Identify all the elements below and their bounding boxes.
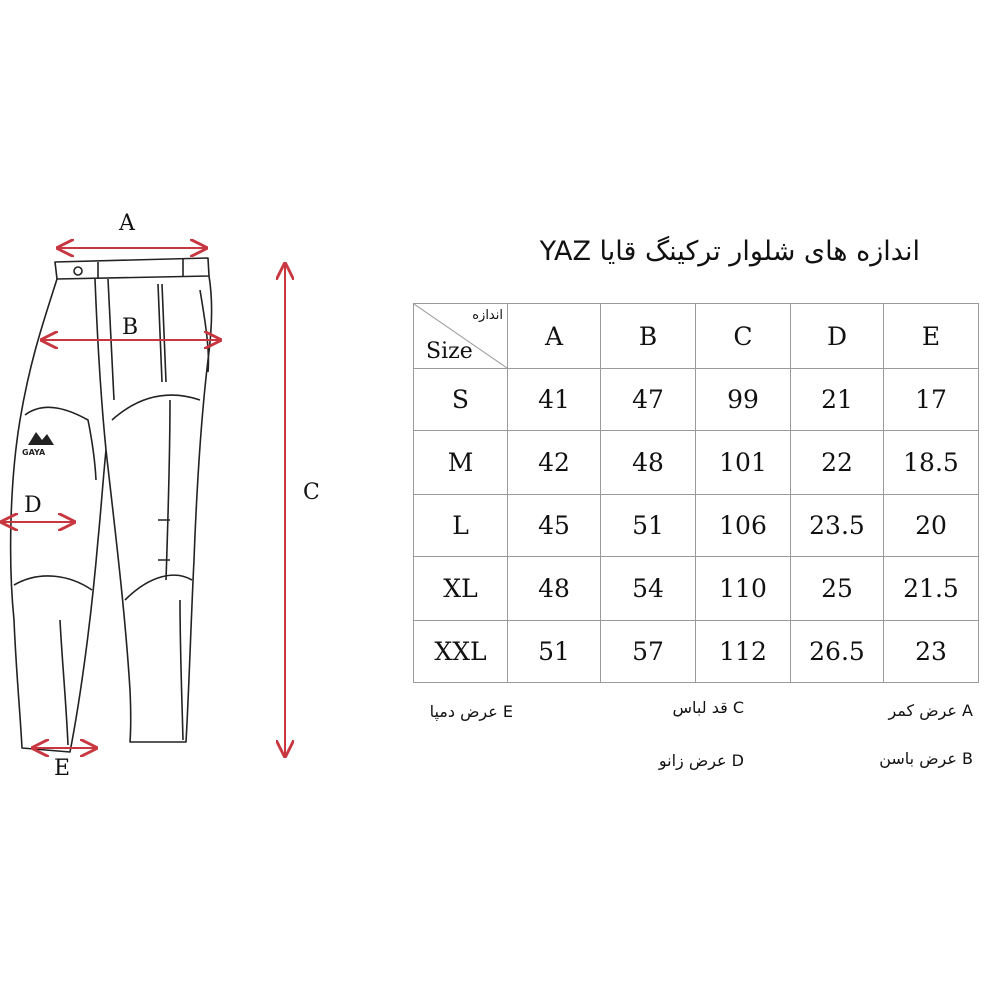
value-cell: 54 <box>601 557 696 621</box>
corner-label-fa: اندازه <box>472 308 503 323</box>
table-row <box>414 369 979 431</box>
dim-a-label: A <box>119 211 135 236</box>
table-corner-cell <box>414 304 508 369</box>
value-cell: 21.5 <box>884 557 979 621</box>
value-cell: 112 <box>696 621 791 683</box>
size-cell: M <box>414 431 508 495</box>
value-cell: 101 <box>696 431 791 495</box>
value-cell: 42 <box>508 431 601 495</box>
legend-b: B عرض باسن <box>879 749 973 768</box>
value-cell: 41 <box>508 369 601 431</box>
dim-c-label: C <box>303 480 320 505</box>
column-header-c: C <box>696 304 791 369</box>
legend-a: A عرض کمر <box>888 701 973 720</box>
value-cell: 23 <box>884 621 979 683</box>
value-cell: 23.5 <box>791 495 884 557</box>
value-cell: 57 <box>601 621 696 683</box>
dim-b-label: B <box>122 315 139 340</box>
legend-e: E عرض دمپا <box>429 702 513 721</box>
dim-d-label: D <box>24 493 42 518</box>
column-header-d: D <box>791 304 884 369</box>
value-cell: 48 <box>601 431 696 495</box>
dim-e-label: E <box>54 756 71 781</box>
value-cell: 48 <box>508 557 601 621</box>
value-cell: 51 <box>601 495 696 557</box>
value-cell: 25 <box>791 557 884 621</box>
column-header-b: B <box>601 304 696 369</box>
size-table <box>413 303 979 683</box>
legend-c: C قد لباس <box>672 698 744 717</box>
size-cell: L <box>414 495 508 557</box>
value-cell: 26.5 <box>791 621 884 683</box>
table-row <box>414 557 979 621</box>
value-cell: 51 <box>508 621 601 683</box>
value-cell: 99 <box>696 369 791 431</box>
value-cell: 21 <box>791 369 884 431</box>
value-cell: 20 <box>884 495 979 557</box>
value-cell: 18.5 <box>884 431 979 495</box>
legend-d: D عرض زانو <box>658 751 744 770</box>
corner-label-en: Size <box>426 339 473 364</box>
value-cell: 110 <box>696 557 791 621</box>
value-cell: 17 <box>884 369 979 431</box>
size-cell: S <box>414 369 508 431</box>
column-header-a: A <box>508 304 601 369</box>
gaya-logo <box>22 432 54 457</box>
table-row <box>414 621 979 683</box>
value-cell: 45 <box>508 495 601 557</box>
size-cell: XXL <box>414 621 508 683</box>
table-row <box>414 495 979 557</box>
value-cell: 47 <box>601 369 696 431</box>
column-header-e: E <box>884 304 979 369</box>
table-header-row <box>414 304 979 369</box>
size-cell: XL <box>414 557 508 621</box>
svg-text:GAYA: GAYA <box>22 448 46 457</box>
value-cell: 106 <box>696 495 791 557</box>
page-title: اندازه های شلوار ترکینگ قایا YAZ <box>539 236 920 267</box>
value-cell: 22 <box>791 431 884 495</box>
table-row <box>414 431 979 495</box>
